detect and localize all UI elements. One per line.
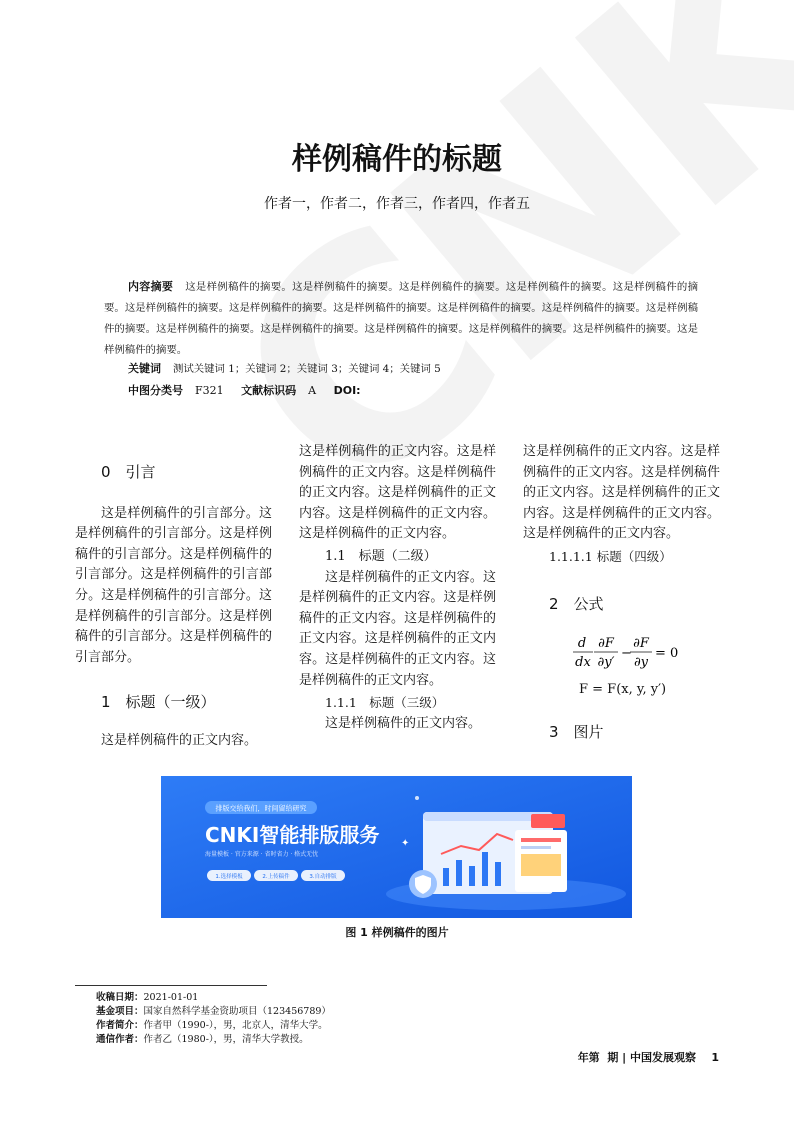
footnote-text: 作者乙（1980-），男，清华大学教授。 [143, 1034, 309, 1045]
column-2 [299, 442, 496, 734]
heading-level-4: 1.1.1.1 标题（四级） [549, 548, 672, 564]
column-2-paragraph: 这是样例稿件的正文内容。这是样例稿件的正文内容。这是样例稿件的正文内容。这是样例稿件的正文内容。这是样例稿件的正文内容。这是样例稿件的正文内容。 [299, 444, 496, 542]
figure-banner [161, 776, 632, 918]
banner-tagline: 排版交给我们，时间留给研究 [215, 804, 307, 813]
footnote-rule [75, 985, 267, 986]
svg-text:✦: ✦ [401, 838, 410, 849]
formula-den-3: ∂y [633, 655, 649, 671]
footnote-text: 国家自然科学基金资助项目（123456789） [143, 1006, 331, 1017]
abstract-text: 这是样例稿件的摘要。这是样例稿件的摘要。这是样例稿件的摘要。这是样例稿件的摘要。这是样例稿件的摘要。这是样例稿件的摘要。这是样例稿件的摘要。这是样例稿件的摘要。这是样例稿件的摘要。这是样例稿件的摘要。这是样例稿件的摘要。这是样例稿件的摘要。这是样例稿件的摘要。这是样例稿件的摘要。这是样例稿件的摘要。这是样例稿件的摘要。这是样例稿件的摘要。 [104, 281, 699, 356]
keywords-text: 测试关键词 1；关键词 2；关键词 3；关键词 4；关键词 5 [173, 363, 441, 375]
formula-block [573, 632, 720, 700]
keywords-label: 关键词 [128, 362, 161, 375]
column-1 [75, 462, 272, 752]
footnote-text: 2021-01-01 [143, 992, 199, 1003]
formula-num-1: d [577, 636, 587, 652]
formula-equals: = 0 [655, 646, 679, 662]
doc-code-value: A [308, 384, 317, 397]
footnote-label: 基金项目： [96, 1006, 144, 1017]
banner-step-1: 1.选择模板 [215, 874, 243, 880]
page-footer: 年第 期 | 中国发展观察 1 [577, 1051, 719, 1064]
footnote-corresponding [96, 1033, 331, 1047]
footnote-fund [96, 1005, 331, 1019]
abstract [104, 276, 698, 361]
classification-line [128, 382, 375, 398]
keywords [128, 360, 441, 376]
section-heading-3: 3 图片 [549, 723, 604, 742]
figure-image [161, 776, 632, 918]
formula-den-1: dx [575, 655, 591, 671]
formula-num-2: ∂F [598, 636, 614, 652]
subsection-heading-1-1: 1.1 标题（二级） [325, 548, 437, 564]
banner-headline: CNKI智能排版服务 [205, 823, 380, 847]
footnote-label: 作者简介： [96, 1020, 144, 1031]
clc-label: 中图分类号 [128, 384, 183, 397]
section-heading-intro: 0 引言 [101, 463, 156, 481]
intro-paragraph: 这是样例稿件的引言部分。这是样例稿件的引言部分。这是样例稿件的引言部分。这是样例稿件的引言部分。这是样例稿件的引言部分。这是样例稿件的引言部分。这是样例稿件的引言部分。这是样例稿件的引言部分。这是样例稿件的引言部分。 [75, 505, 272, 665]
clc-value: F321 [195, 384, 224, 397]
banner-step-3: 3.自动排版 [309, 874, 337, 880]
paper-title: 样例稿件的标题 [292, 142, 502, 177]
figure-caption: 图 1 样例稿件的图片 [345, 926, 449, 939]
abstract-label: 内容摘要 [128, 280, 174, 293]
formula-equation-2: F = F(x, y, y′) [579, 681, 667, 697]
formula-minus: − [621, 646, 632, 662]
formula-equation-1 [573, 632, 693, 672]
doi-label: DOI: [333, 384, 361, 397]
banner-steps [207, 870, 345, 881]
footnote-received [96, 991, 331, 1005]
footnote-label: 通信作者： [96, 1034, 144, 1045]
banner-step-2: 2.上传稿件 [262, 874, 290, 880]
footnotes [96, 991, 331, 1047]
column-3 [523, 442, 720, 743]
column-3-paragraph: 这是样例稿件的正文内容。这是样例稿件的正文内容。这是样例稿件的正文内容。这是样例稿件的正文内容。这是样例稿件的正文内容。这是样例稿件的正文内容。 [523, 444, 720, 542]
section-1-paragraph: 这是样例稿件的正文内容。 [101, 732, 258, 748]
formula-num-3: ∂F [633, 636, 649, 652]
footnote-author-bio [96, 1019, 331, 1033]
doc-code-label: 文献标识码 [241, 384, 297, 397]
author-list: 作者一，作者二，作者三，作者四，作者五 [264, 196, 530, 212]
banner-subline: 海量模板 · 官方来源 · 省时省力 · 格式无忧 [205, 851, 319, 858]
subsection-1-1-paragraph: 这是样例稿件的正文内容。这是样例稿件的正文内容。这是样例稿件的正文内容。这是样例稿件的正文内容。这是样例稿件的正文内容。这是样例稿件的正文内容。这是样例稿件的正文内容。 [299, 569, 496, 688]
footnote-text: 作者甲（1990-），男，北京人，清华大学。 [143, 1020, 328, 1031]
subsubsection-heading-1-1-1: 1.1.1 标题（三级） [325, 695, 445, 711]
section-heading-2: 2 公式 [549, 594, 604, 613]
formula-den-2: ∂y′ [597, 655, 615, 671]
footnote-label: 收稿日期： [96, 992, 144, 1003]
subsubsection-1-1-1-paragraph: 这是样例稿件的正文内容。 [325, 715, 482, 731]
section-heading-1: 1 标题（一级） [101, 693, 216, 712]
